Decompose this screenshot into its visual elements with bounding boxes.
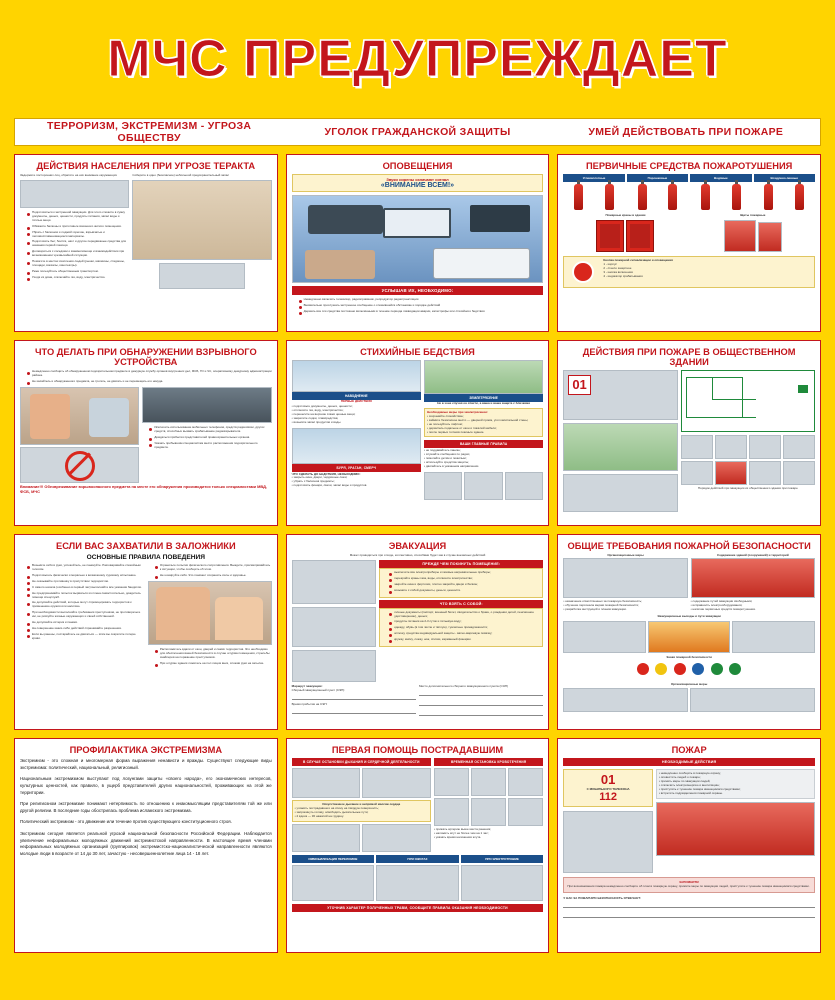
evakuaciya-field-input[interactable] [292, 707, 416, 714]
zalozhniki-bullet: С самого начала (особенно в первый час) выполняйте все указания бандитов. [27, 586, 144, 590]
pozhar-mobile-label: С МОБИЛЬНОГО ТЕЛЕФОНА [586, 787, 630, 792]
zalozhniki-bullet: Расположитесь вдали от окон, дверей и самих террористов. Это необходимо для обеспечения вашей безопасности в случае штурма помещения, стрельбы снайперов на поражение преступников. [155, 648, 272, 660]
card-vzryv-title: ЧТО ДЕЛАТЬ ПРИ ОБНАРУЖЕНИИ ВЗРЫВНОГО УСТРОЙСТВА [34, 347, 257, 368]
zalozhniki-bullet: Возьмите себя в руки, успокойтесь, не паникуйте. Разговаривайте спокойным голосом. [27, 564, 144, 572]
pomosch-sub-right: ВРЕМЕННАЯ ОСТАНОВКА КРОВОТЕЧЕНИЯ [434, 758, 543, 766]
card-pozhar-v-zdanii [557, 340, 821, 526]
opoveschenie-bullets [292, 298, 544, 314]
extinguisher-icon [701, 184, 710, 210]
pomosch-photo-5 [292, 865, 375, 901]
stihiya-label: ЗЕМЛЕТРЯСЕНИЕ [424, 394, 543, 402]
vzryv-bullet: Указать прибывшим специалистам место расположения подозрительного предмета. [149, 442, 271, 450]
sredstva-box1-item: 3 - кнопка включения [603, 269, 633, 274]
fire-box-icon [758, 222, 782, 252]
section-title-right: УМЕЙ ДЕЙСТВОВАТЬ ПРИ ПОЖАРЕ [588, 126, 784, 138]
extinguisher-icon [574, 184, 583, 210]
sredstva-sub2: Щиты пожарные [740, 213, 766, 218]
sredstva-box1-item: 2 - стекло защитное [603, 265, 632, 270]
sign-fire-icon [674, 663, 686, 675]
opoveschenie-sub1: Звуки сирены означают сигнал [386, 177, 449, 183]
evakuaciya-photo-family [292, 560, 377, 604]
row-d [14, 738, 821, 953]
row-a [14, 154, 821, 332]
terakt-bullet: Обвяжите балконы и приготовьте воконного жилого помещения. [27, 225, 129, 229]
evakuaciya-photo-docs [292, 650, 377, 682]
ekstremizm-paragraph: При религиозном экстремизме понимают нетерпимость по отношению к инакомыслящим представителям той же или другой религии. В последние годы обострилась проблема исламского экстремизма. [20, 801, 272, 813]
card-zalozhniki-subtitle: ОСНОВНЫЕ ПРАВИЛА ПОВЕДЕНИЯ [86, 554, 206, 562]
sredstva-box1-item: 1 - корпус [603, 262, 617, 266]
pomosch-sub2-right: ПРИ ЭЛЕКТРОТРАВМЕ [461, 855, 544, 863]
obschie-photo-7 [690, 688, 815, 712]
stihiya-sub: Не в зоне случая он спасти, а ваша и ваша защита с близкими [437, 401, 531, 406]
evakuaciya-item: продукты питания на 2-3 суток и питьевую воду; [389, 620, 540, 624]
zalozhniki-bullet: При необходимости выполняйте требования преступников, не противоречьте им, не рискуйте жизнью окружающих и своей собственной. [27, 611, 144, 619]
terakt-note-left: Задержите посторонних лиц, обратите на них внимание окружающих [20, 173, 117, 178]
zalozhniki-bullet: Не допускайте истерик и паники. [27, 621, 144, 625]
card-obschie-title: ОБЩИЕ ТРЕБОВАНИЯ ПОЖАРНОЙ БЕЗОПАСНОСТИ [567, 541, 811, 551]
zalozhniki-right-bullets [148, 564, 272, 578]
card-stihiynye-bedstviya: СТИХИЙНЫЕ БЕДСТВИЯ НАВОДНЕНИЕ ПЕРВЫЕ ДЕЙСТВИЯ • подготовьте документы, деньги, ценности; • отключите газ, воду, электричество; • перенесите на верхние этажи ценные вещи; • закрепите лодки, плавсредства; • возьмите запас продуктов и воды. БУРЯ, УРАГАН, СМЕРЧ ЧТО СДЕЛАТЬ ДО БЕДСТВИЯ, НЕОБХОДИМО: • закрыть окна, двери, чердачные люки; • убрать с балконов предметы; • подготовить фонари, свечи, запас воды и продуктов. ЗЕМЛЕТРЯСЕНИЕ Не в зоне случая он спасти, а ваша и ваша защита с близкими Необходимые меры при землетрясении: • сохраняйте спокойствие; • займите безопасное место — дверной проём, угол капитальной стены; • не пользуйтесь лифтом; • держитесь подальше от окон и тяжёлой мебели; • после первых толчков покиньте здание. ВАШИ ГЛАВНЫЕ ПРАВИЛА • не поддавайтесь панике; • слушайте сообщения по радио; • помогайте детям и пожилым; • используйте средства защиты; • двигайтесь в указанном направлении. [286, 340, 550, 526]
pozhar-zdanie-thumb [783, 461, 815, 485]
zalozhniki-bullet: На совершение каких-либо действий спрашивайте разрешения. [27, 627, 144, 631]
section-title-left: ТЕРРОРИЗМ, ЭКСТРЕМИЗМ - УГРОЗА ОБЩЕСТВУ [47, 120, 252, 144]
fire-cabinet-icon [596, 220, 624, 252]
terakt-photo-phone [159, 263, 245, 289]
evakuaciya-item: личные документы (паспорт, военный билет, свидетельство о браке, о рождении детей, пенсионное удостоверение), деньги; [389, 611, 540, 619]
sign-exit-icon [729, 663, 741, 675]
poster-header [0, 0, 835, 118]
row-b [14, 340, 821, 526]
pozhar-warn-title: ЗАПОМНИТЕ! [679, 880, 700, 885]
stihiya-label: ВАШИ ГЛАВНЫЕ ПРАВИЛА [424, 440, 543, 448]
obschie-photo-2 [691, 558, 815, 598]
terakt-bullet: Подготовить быт, боится, нагл и другие передвижные средства для оказания первой помощи. [27, 240, 129, 248]
vzryv-right-bullets [142, 426, 271, 449]
pozhar-zdanie-photo-3 [563, 474, 677, 512]
pomosch-photo-4 [362, 824, 431, 852]
zalozhniki-illustration [148, 581, 272, 645]
section-title-center: УГОЛОК ГРАЖДАНСКОЙ ЗАЩИТЫ [324, 126, 511, 138]
pozhar-zdanie-photo-call [563, 370, 677, 420]
pozhar-mobile-number: 112 [599, 791, 617, 804]
evakuaciya-item: одежду, обувь (в том числе и тёплую), туалетные принадлежности; [389, 626, 540, 630]
pozhar-zdanie-thumb [749, 435, 781, 459]
pomosch-photo-7 [461, 865, 544, 901]
fire-cabinet-icon [626, 220, 654, 252]
vzryv-warning: Внимание!!! Обезвреживание взрывоопасного предмета на месте его обнаружения производится только специалистами МВД, ФСБ, МЧС [20, 484, 267, 495]
opoveschenie-illustration [292, 195, 544, 283]
pomosch-thumb [434, 798, 469, 826]
obschie-photo-1 [563, 558, 687, 598]
opoveschenie-bullet: Держать все эти средства постоянно включёнными в течение периода ликвидации аварии, катастрофы или стихийного бедствия [299, 310, 544, 314]
card-vzryvnoe-ustroystvo [14, 340, 278, 526]
obschie-photo-4 [648, 621, 731, 653]
terakt-bullet: Реже пользуйтесь общественным транспортом. [27, 270, 129, 274]
obschie-sub-left: Организационные меры [607, 553, 644, 558]
evakuaciya-bar2-items [382, 611, 540, 642]
extinguisher-icon [732, 184, 741, 210]
pozhar-zdanie-thumb [681, 461, 713, 485]
pozhar-photo-person [563, 811, 653, 873]
card-ekstremizm-title: ПРОФИЛАКТИКА ЭКСТРЕМИЗМА [69, 745, 223, 755]
obschie-signs-title: Знаки пожарной безопасности [666, 654, 712, 659]
pozhar-zdanie-thumb [715, 435, 747, 459]
ekstremizm-paragraph: Политический экстремизм - это движение или течение против существующего конституционного строя. [20, 819, 232, 825]
zalozhniki-left-bullets [20, 564, 144, 640]
vzryv-bullet: Исключить использование мобильных телефонов, средств радиосвязи, других средств, способных вызвать срабатывание радиовзрывателя. [149, 426, 271, 434]
vzryv-left-bullets [20, 370, 272, 384]
evakuaciya-field-input[interactable] [292, 693, 416, 700]
card-pozhar-title: ПОЖАР [671, 745, 707, 755]
sredstva-col-title: Порошковые [627, 174, 688, 182]
zalozhniki-bullet: Подготовьтесь физически и морально к возможному суровому испытанию. [27, 574, 144, 578]
pozhar-zdanie-caption: Порядок действий при эвакуации из общественного здания при пожаре [697, 486, 798, 491]
vzryv-bullet: Не касайтесь и обнаруженного предмета, не трогать, не двигать и не перемещать его никуда. [27, 380, 272, 384]
vzryv-bullet: Немедленно сообщить об обнаруженном подозрительном предмете в дежурную службу органов внутренних дел, ФСБ, ГО и ЧС, оперативному дежурному администрации района. [27, 370, 272, 378]
ekstremizm-text [20, 758, 272, 857]
alarm-button-icon [572, 261, 594, 283]
stihiya-label: БУРЯ, УРАГАН, СМЕРЧ [292, 464, 421, 472]
evakuaciya-item: аптечку, средства индивидуальной защиты - ватно-марлевую повязку; [389, 632, 540, 636]
card-pozhar-zdanie-title: ДЕЙСТВИЯ ПРИ ПОЖАРЕ В ОБЩЕСТВЕННОМ ЗДАНИИ [582, 347, 796, 368]
obschie-sub-bottom-right: Организационные меры [670, 681, 708, 686]
pomosch-photo-2 [362, 768, 431, 798]
zalozhniki-bullet: Не допускайте действий, которые могут спровоцировать террористов к применению оружия или насилию. [27, 601, 144, 609]
row-c [14, 534, 821, 730]
pomosch-sub2-mid: ПРИ ОЖОГАХ [376, 855, 459, 863]
vzryv-photo-device [142, 387, 271, 423]
pomosch-thumb [434, 768, 469, 796]
card-terakt-title: ДЕЙСТВИЯ НАСЕЛЕНИЯ ПРИ УГРОЗЕ ТЕРАКТА [36, 161, 256, 171]
sign-warning-icon [655, 663, 667, 675]
stihiya-thumb [464, 472, 502, 500]
pomosch-photo-6 [376, 865, 459, 901]
evakuaciya-form-label: Маршрут эвакуации: [291, 684, 323, 689]
evakuaciya-item: возьмите с собой документы, деньги, ценности. [389, 589, 540, 593]
pozhar-zdanie-thumb-truck [715, 461, 747, 485]
terakt-illustration-room [132, 180, 271, 260]
card-evakuaciya-title: ЭВАКУАЦИЯ [388, 541, 447, 551]
stihiya-thumb [424, 472, 462, 500]
stihiya-label: ЧТО СДЕЛАТЬ ДО БЕДСТВИЯ, НЕОБХОДИМО: [291, 471, 361, 476]
pozhar-responsible-input[interactable] [563, 911, 815, 918]
stihiya-sub: ПЕРВЫЕ ДЕЙСТВИЯ [340, 399, 372, 404]
stihiya-photo-quake [424, 360, 543, 394]
evakuaciya-lead: Может проводиться при отходе, коллективно, способами будет как в случае внезапных действий [349, 553, 486, 558]
extinguisher-icon [605, 184, 614, 210]
ekstremizm-paragraph: Экстремизм - это сложная и многомерная форма выражения ненависти и вражды. Существуют следующие виды экстремизма: политический, национальный, религиозный. [20, 758, 272, 770]
evakuaciya-bar2: ЧТО ВЗЯТЬ С СОБОЙ: [379, 600, 543, 608]
pomosch-thumb [508, 768, 543, 796]
card-profilaktika-ekstremizma [14, 738, 278, 953]
obschie-photo-3 [563, 621, 646, 653]
card-pozhar: ПОЖАР НЕОБХОДИМЫЕ ДЕЙСТВИЯ 01 С МОБИЛЬНОГО ТЕЛЕФОНА 112 • немедленно сообщить в пожарную охрану; • оповестить людей о пожаре; • принять меры по эвакуации людей; • отключить электроэнергию и вентиляцию; • приступить к тушению пожара имеющимися средствами; • встретить подразделения пожарной охраны. ЗАПОМНИТЕ! При возникновении пожара немедленно сообщите об этом в пожарную охрану, примите меры по эвакуации людей, приступите к тушению пожара имеющимися средствами. У НАС ЗА ПОЖАРНУЮ БЕЗОПАСНОСТЬ ОТВЕЧАЕТ: [557, 738, 821, 953]
zalozhniki-bullet: При штурме здания ложитесь на пол лицом вниз, сложив руки на затылке. [155, 662, 272, 666]
emergency-number: 01 [572, 377, 587, 393]
pozhar-footer: У НАС ЗА ПОЖАРНУЮ БЕЗОПАСНОСТЬ ОТВЕЧАЕТ: [563, 895, 642, 900]
stihiya-photo-hurricane [292, 428, 421, 464]
evakuaciya-item: выключите все электроприборы и газовые нагревательные приборы; [389, 571, 540, 575]
ekstremizm-paragraph: Национальным экстремизмом выступают под лозунгами защиты «своего народа», его экономических интересов, культурных ценностей, как правило, в ущерб представителей других национальностей, проживающих на этой же территории. [20, 776, 272, 795]
opoveschenie-bullet: Внимательно прослушать экстренное сообщение о сложившейся обстановке и порядке действий [299, 304, 544, 308]
pomosch-thumb [471, 798, 506, 826]
terakt-bullet: Подготовиться к экстренной эвакуации. Для этого сложите в сумку документы, деньги, ценности, продукты питания, запас воды и тёплые вещи. [27, 211, 129, 223]
page-title: МЧС ПРЕДУПРЕЖДАЕТ [107, 30, 728, 88]
pomosch-sub2-left: ИММОБИЛИЗАЦИЯ ПЕРЕЛОМОВ [292, 855, 375, 863]
sredstva-box1-title: Кнопка пожарной сигнализации и оповещения [603, 258, 673, 263]
extinguisher-icon [638, 184, 647, 210]
stihiya-label: НАВОДНЕНИЕ [292, 392, 421, 400]
pomosch-photo-1 [292, 768, 361, 798]
sign-prohibition-icon [637, 663, 649, 675]
evakuaciya-bar1-items [382, 571, 540, 593]
extinguisher-icon [764, 184, 773, 210]
zalozhniki-bullet: Не оказывайте противнику в присутствии террористов. [27, 580, 144, 584]
evakuaciya-form-note: Место дополнительного сборного эвакуационного пункта (СЭП) [418, 684, 508, 689]
ekstremizm-paragraph: Экстремизм сегодня является реальной угрозой национальной безопасности Российской Федерации. Наблюдается увеличение неформальных молодёжных движений экстремистской направленности. В настоящее время членами неформальных молодёжных организаций (группировок) экстремистско-националистической направленности являются молодые люди в возрасте от 14 до 30 лет, зачастую - несовершеннолетние лица 14 - 18 лет. [20, 831, 272, 856]
pozhar-photo-truck [656, 802, 815, 856]
card-zalozhniki [14, 534, 278, 730]
terakt-photo-bag [20, 180, 129, 208]
terakt-bullet: Убрать с балконов и лоджий горючие, взрывчатые и легковоспламеняющиеся материалы. [27, 231, 129, 239]
card-sredstva-title: ПЕРВИЧНЫЕ СРЕДСТВА ПОЖАРОТУШЕНИЯ [585, 161, 793, 171]
pozhar-responsible-input[interactable] [563, 901, 815, 908]
card-opoveschenie [286, 154, 550, 332]
evakuaciya-photo-bag [292, 607, 377, 647]
sign-evacuation-icon [711, 663, 723, 675]
extinguisher-icon [795, 184, 804, 210]
evakuaciya-field-label: Время прибытия на СЭП: [291, 701, 328, 706]
pomosch-photo-3 [292, 824, 361, 852]
sredstva-box1-item: 4 - индикатор срабатывания [603, 273, 643, 278]
evacuation-plan-diagram [681, 370, 815, 432]
pozhar-zdanie-thumb [783, 435, 815, 459]
vzryv-illustration-person [20, 387, 139, 445]
card-stihiya-title: СТИХИЙНЫЕ БЕДСТВИЯ [360, 347, 475, 357]
terakt-bullet: Уходя из дома, отключайте газ, воду, электричество. [27, 276, 129, 280]
pozhar-zdanie-thumb [749, 461, 781, 485]
evakuaciya-item: перекройте краны газа, воды, отключите электричество; [389, 577, 540, 581]
stihiya-thumb [505, 472, 543, 500]
card-zalozhniki-title: ЕСЛИ ВАС ЗАХВАТИЛИ В ЗАЛОЖНИКИ [56, 541, 236, 551]
evakuaciya-field-input[interactable] [419, 709, 543, 716]
pozhar-sub: НЕОБХОДИМЫЕ ДЕЙСТВИЯ [563, 758, 815, 766]
opoveschenie-sub2: «ВНИМАНИЕ ВСЕМ!» [380, 182, 455, 190]
obschie-sub-mid: Эвакуационные выходы и пути эвакуации [657, 613, 721, 618]
obschie-photo-6 [563, 688, 688, 712]
evakuaciya-field-input[interactable] [419, 699, 543, 706]
stihiya-photo-flood [292, 360, 421, 392]
card-obschie-trebovaniya: ОБЩИЕ ТРЕБОВАНИЯ ПОЖАРНОЙ БЕЗОПАСНОСТИ Организационные меры • назначение ответственных за пожарную безопасность; • обучение персонала мерам пожарной безопасности; • разработка инструкций и планов эвакуации. Содержание зданий (сооружений) и территорий • содержание путей эвакуации свободными; • исправность электрооборудования; • наличие первичных средств пожаротушения. Эвакуационные выходы и пути эвакуации Знаки пожарной безопасности Организационные меры [557, 534, 821, 730]
pomosch-thumb [471, 768, 506, 796]
evakuaciya-field-input[interactable] [419, 689, 543, 696]
extinguisher-icon [668, 184, 677, 210]
card-sredstva [557, 154, 821, 332]
zalozhniki-bullet: Не шокируйте себя. Это поможет сохранить силы и здоровье. [155, 574, 272, 578]
card-terakt [14, 154, 278, 332]
pomosch-footer: УТОЧНИВ ХАРАКТЕР ПОЛУЧЕННЫХ ТРАВМ, СООБЩИТЕ ПРАВИЛА ОКАЗАНИЯ НЕОБХОДИМОСТИ [292, 904, 544, 912]
pomosch-thumb [508, 798, 543, 826]
zalozhniki-bullet: Ограничьте попытки физического сопротивления. Выждите, присматривайтесь к ситуации, чтобы сообщить об этом. [155, 564, 272, 572]
sign-mandatory-icon [692, 663, 704, 675]
section-title-bar [14, 118, 821, 146]
pozhar-emergency-number: 01 [600, 772, 616, 788]
pozhar-zdanie-thumb [681, 435, 713, 459]
sredstva-col-title: Углекислотные [563, 174, 624, 182]
opoveschenie-bullet: Немедленно включить телевизор, радиоприёмник, репродуктор радиотрансляции [299, 298, 544, 302]
terakt-note-right: Соберите в одно (безопасное) небольшой предохранительный запас [132, 173, 229, 178]
opoveschenie-banner: УСЛЫШАВ ИХ, НЕОБХОДИМО: [292, 286, 544, 295]
terakt-bullet: Помогите в местах скопления людей (рынки, магазины, стадионы, площади, вокзалы, кинотеатры). [27, 260, 129, 268]
evakuaciya-item: закройте окна и форточки, плотно закройте двери и балкон; [389, 583, 540, 587]
pozhar-warn-text: При возникновении пожара немедленно сообщите об этом в пожарную охрану, примите меры по эвакуации людей, приступите к тушению пожара имеющимися средствами. [567, 884, 810, 888]
zalozhniki-bullet: Если вы ранены, постарайтесь не двигаться — этим вы сократите потерю крови. [27, 633, 144, 641]
zalozhniki-right-bullets-2 [148, 648, 272, 666]
card-opoveschenie-title: ОПОВЕЩЕНИЯ [382, 161, 453, 171]
card-pervaya-pomosch-title: ПЕРВАЯ ПОМОЩЬ ПОСТРАДАВШИМ [331, 745, 504, 755]
sredstva-sub1: Пожарные краны в здании [605, 213, 646, 218]
zalozhniki-bullet: Не предпринимайте попыток вырваться из плена самостоятельно, дождитесь помощи спецслужб. [27, 592, 144, 600]
obschie-sub-right: Содержание зданий (сооружений) и территорий [716, 553, 789, 558]
sredstva-col-title: Водяные [690, 174, 751, 182]
card-evakuaciya [286, 534, 550, 730]
board-footer [0, 953, 835, 954]
terakt-bullet: Договориться с соседями о взаимопомощи и взаимодействии при возникновении чрезвычайной ситуации. [27, 250, 129, 258]
sredstva-col-title: Воздушно-пенные [754, 174, 815, 182]
fire-shield-icon [724, 220, 756, 252]
obschie-photo-5 [732, 621, 815, 653]
evakuaciya-bar1: ПРЕЖДЕ ЧЕМ ПОКИНУТЬ ПОМЕЩЕНИЕ: [379, 560, 543, 568]
vzryv-bullet: Дождаться прибытия представителей правоохранительных органов. [149, 436, 271, 440]
evakuaciya-field-label: Сборный эвакуационный пункт (СЭП): [291, 688, 346, 692]
pozhar-zdanie-photo-2 [563, 423, 677, 471]
pomosch-sub-left: В СЛУЧАЕ ОСТАНОВКИ ДЫХАНИЯ И СЕРДЕЧНОЙ ДЕЯТЕЛЬНОСТИ [292, 758, 431, 766]
card-pervaya-pomosch: ПЕРВАЯ ПОМОЩЬ ПОСТРАДАВШИМ В СЛУЧАЕ ОСТАНОВКИ ДЫХАНИЯ И СЕРДЕЧНОЙ ДЕЯТЕЛЬНОСТИ Искусственное дыхание и непрямой массаж сердца • уложить пострадавшего на спину на твёрдую поверхность; • запрокинуть голову, освободить дыхательные пути; • 2 вдоха — 30 нажатий на грудину. ВРЕМЕННАЯ ОСТАНОВКА КРОВОТЕЧЕНИЯ • прижать артерию выше места ранения; • наложить жгут не более чем на 1 час; • указать время наложения жгута. ИММОБИЛИЗАЦИЯ ПЕРЕЛОМОВ ПРИ ОЖОГАХ ПРИ ЭЛЕКТРОТРАВМЕ УТОЧНИВ ХАРАКТЕР ПОЛУЧЕННЫХ ТРАВМ, СООБЩИТЕ ПРАВИЛА ОКАЗАНИЯ НЕОБХОДИМОСТИ [286, 738, 550, 953]
terakt-bullets [20, 211, 129, 279]
evakuaciya-item: кружку, миску, ложку, нож, спички, карманный фонарик. [389, 638, 540, 642]
